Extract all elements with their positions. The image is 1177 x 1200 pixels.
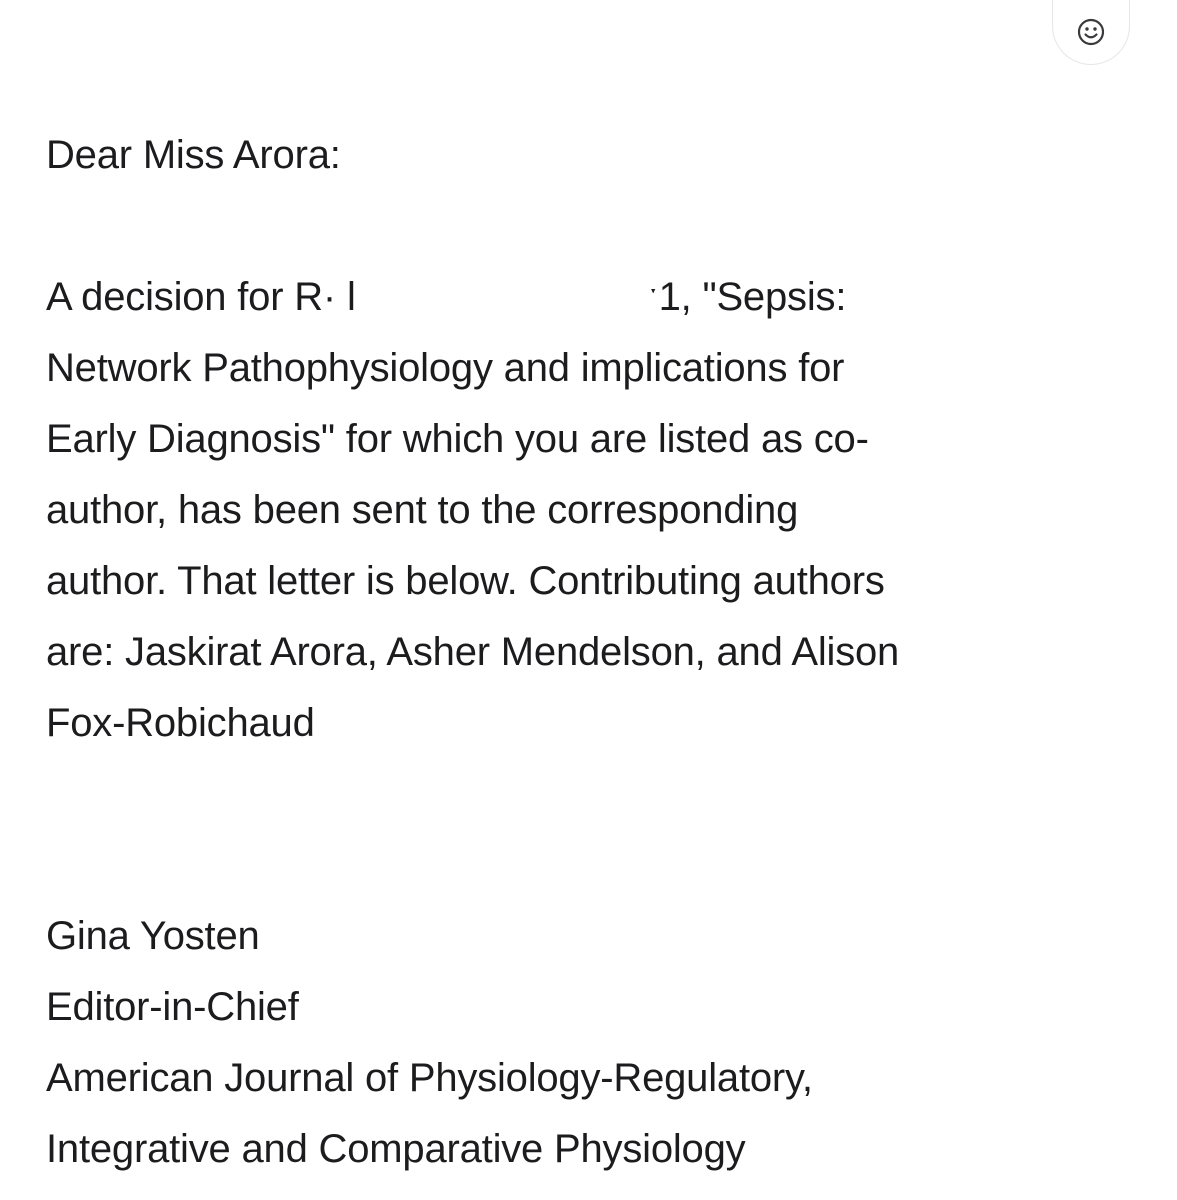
redacted-manuscript-id [356,270,648,310]
intro-text-end: ˑ1, "Sepsis: [647,275,847,319]
intro-text-start: A decision for R· Ɩ [46,275,356,319]
body-line: Early Diagnosis" for which you are listed as co- [46,417,869,461]
signature-journal: Integrative and Comparative Physiology [46,1127,746,1171]
spacer [46,759,1136,901]
smiley-face-icon [1076,17,1106,47]
decision-paragraph [46,262,1136,759]
signature-journal: American Journal of Physiology-Regulatory, [46,1056,813,1100]
body-line: Network Pathophysiology and implications for [46,346,845,390]
body-line: are: Jaskirat Arora, Asher Mendelson, and Alison [46,630,900,674]
signature-name: Gina Yosten [46,914,260,958]
spacer [46,191,1136,262]
greeting: Dear Miss Arora: [46,133,341,177]
body-line: author, has been sent to the corresponding [46,488,799,532]
add-reaction-button[interactable] [1052,0,1130,65]
body-line: Fox-Robichaud [46,701,315,745]
signature-block [46,901,1136,1185]
body-line: author. That letter is below. Contributing authors [46,559,885,603]
signature-title: Editor-in-Chief [46,985,299,1029]
email-message-body [46,120,1136,1185]
